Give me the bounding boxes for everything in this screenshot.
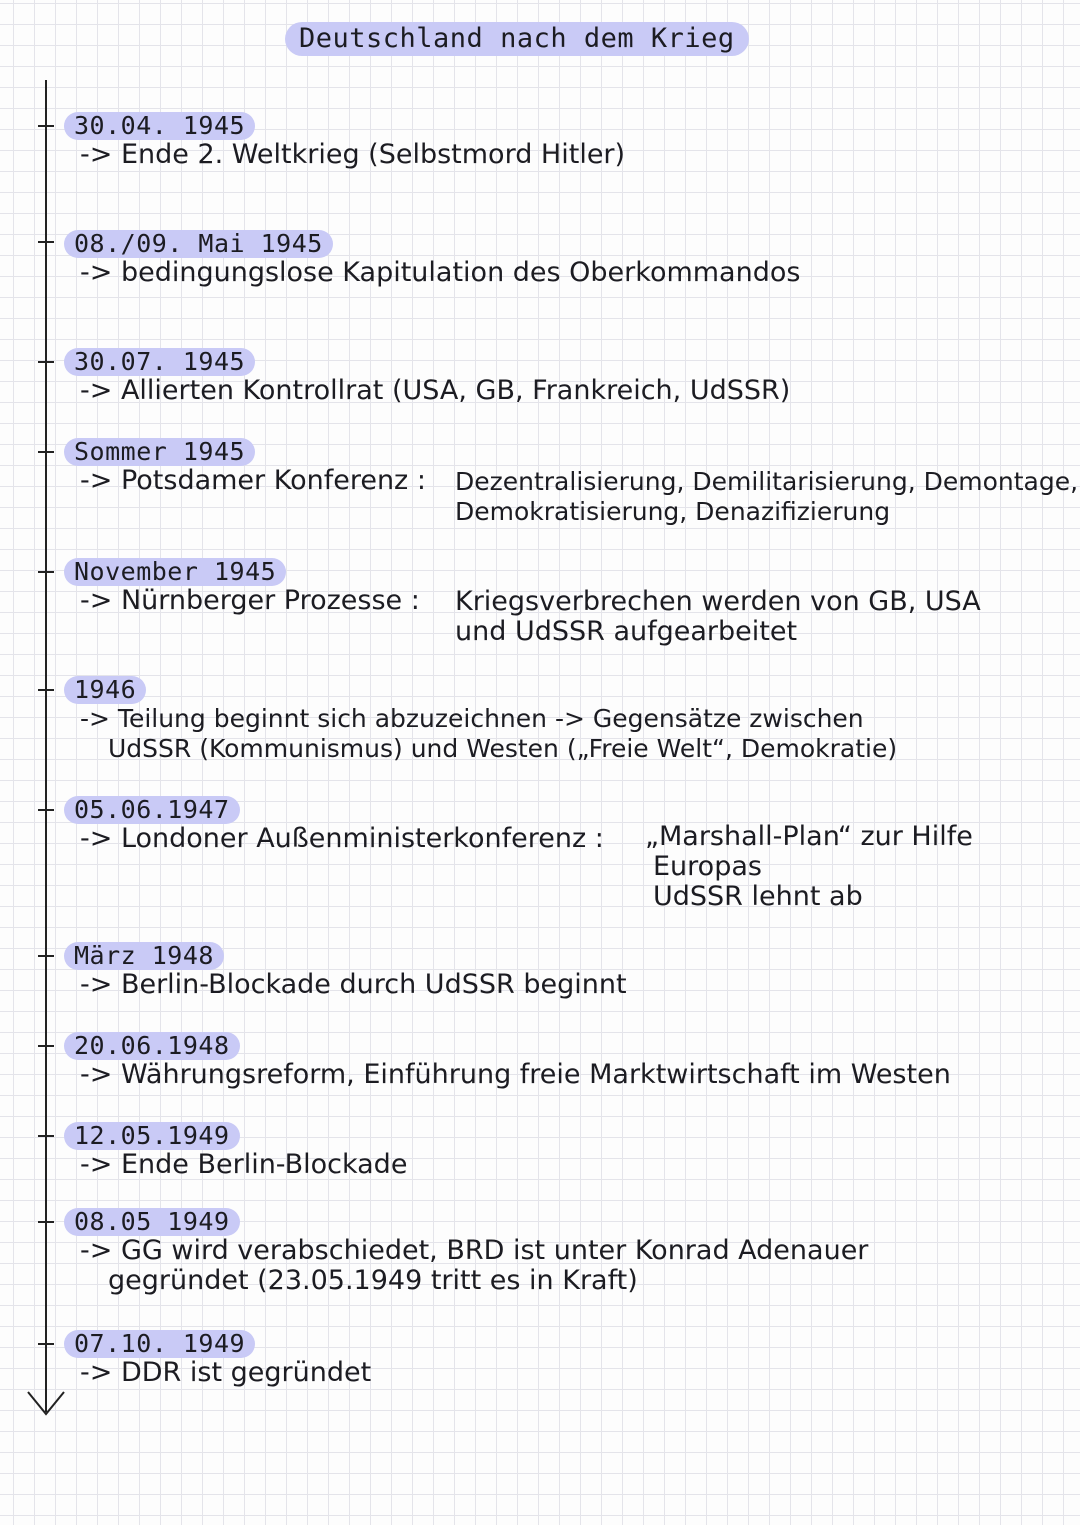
detail-line: UdSSR lehnt ab bbox=[653, 881, 863, 912]
date-badge: 12.05.1949 bbox=[64, 1122, 240, 1150]
timeline-entry bbox=[64, 1032, 951, 1090]
entry-text: -> Berlin-Blockade durch UdSSR beginnt bbox=[80, 969, 627, 1000]
entry-text: -> DDR ist gegründet bbox=[80, 1357, 372, 1388]
entry-text: -> Ende 2. Weltkrieg (Selbstmord Hitler) bbox=[80, 139, 626, 170]
timeline-entry bbox=[64, 1122, 407, 1180]
date-badge: Sommer 1945 bbox=[64, 438, 255, 466]
entry-text: -> Londoner Außenministerkonferenz : bbox=[80, 823, 604, 854]
timeline-entry bbox=[64, 348, 790, 406]
entry-text: -> Allierten Kontrollrat (USA, GB, Frankreich, UdSSR) bbox=[80, 375, 791, 406]
timeline-entry bbox=[64, 112, 625, 170]
date-badge: 1946 bbox=[64, 676, 146, 704]
date-badge: 07.10. 1949 bbox=[64, 1330, 255, 1358]
timeline-entry bbox=[64, 676, 897, 764]
detail-line: „Marshall-Plan“ zur Hilfe bbox=[645, 821, 973, 852]
date-badge: 30.07. 1945 bbox=[64, 348, 255, 376]
detail-line: Demokratisierung, Denazifizierung bbox=[455, 497, 891, 526]
date-badge: März 1948 bbox=[64, 942, 224, 970]
timeline-entry bbox=[64, 558, 420, 616]
entry-text: -> Potsdamer Konferenz : bbox=[80, 465, 426, 496]
detail-line: Kriegsverbrechen werden von GB, USA bbox=[455, 586, 981, 617]
date-badge: 20.06.1948 bbox=[64, 1032, 240, 1060]
timeline-entry bbox=[64, 1330, 371, 1388]
timeline-entry bbox=[64, 230, 800, 288]
entry-text-continued: gegründet (23.05.1949 tritt es in Kraft) bbox=[108, 1265, 638, 1296]
entry-text: -> Nürnberger Prozesse : bbox=[80, 585, 420, 616]
date-badge: 08.05 1949 bbox=[64, 1208, 240, 1236]
date-badge: November 1945 bbox=[64, 558, 286, 586]
timeline-entry bbox=[64, 942, 627, 1000]
timeline-entry bbox=[64, 1208, 868, 1296]
entry-text-continued: UdSSR (Kommunismus) und Westen („Freie Welt“, Demokratie) bbox=[108, 734, 898, 763]
entry-detail bbox=[455, 467, 1078, 527]
detail-line: und UdSSR aufgearbeitet bbox=[455, 616, 798, 647]
entry-text: -> bedingungslose Kapitulation des Oberkommandos bbox=[80, 257, 801, 288]
entry-text: -> Ende Berlin-Blockade bbox=[80, 1149, 408, 1180]
timeline-entry bbox=[64, 796, 604, 854]
detail-line: Dezentralisierung, Demilitarisierung, Demontage, bbox=[455, 467, 1079, 496]
entry-detail bbox=[455, 587, 981, 647]
entry-text: -> Teilung beginnt sich abzuzeichnen -> Gegensätze zwischen bbox=[80, 704, 864, 733]
entry-detail bbox=[645, 822, 973, 912]
detail-line: Europas bbox=[653, 851, 762, 882]
entry-text: -> GG wird verabschiedet, BRD ist unter Konrad Adenauer bbox=[80, 1235, 869, 1266]
timeline-entry bbox=[64, 438, 426, 496]
date-badge: 30.04. 1945 bbox=[64, 112, 255, 140]
date-badge: 05.06.1947 bbox=[64, 796, 240, 824]
entry-text: -> Währungsreform, Einführung freie Marktwirtschaft im Westen bbox=[80, 1059, 951, 1090]
page-title: Deutschland nach dem Krieg bbox=[285, 22, 749, 56]
date-badge: 08./09. Mai 1945 bbox=[64, 230, 333, 258]
